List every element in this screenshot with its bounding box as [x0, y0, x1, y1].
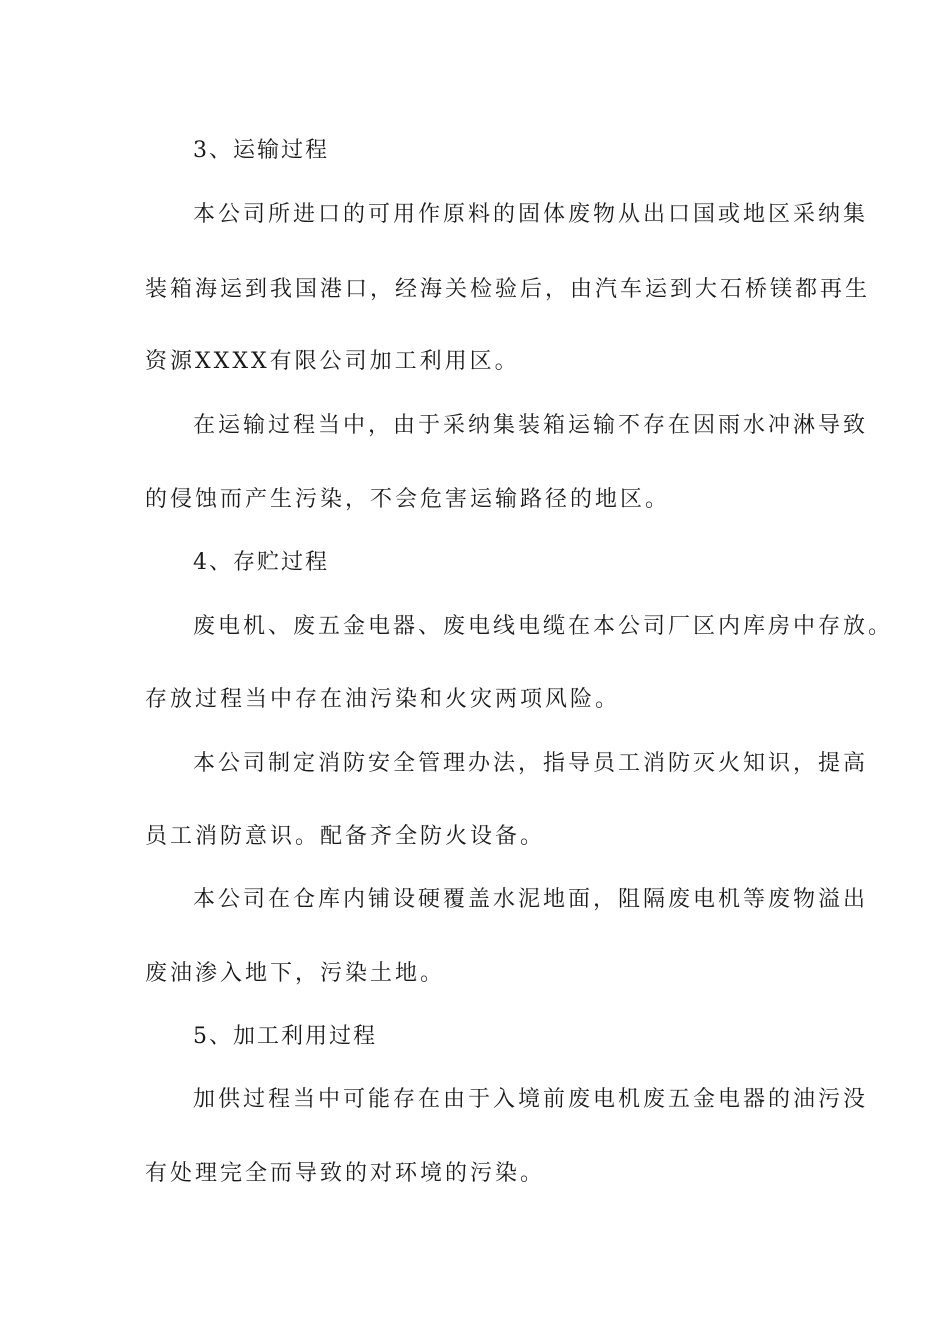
paragraph-line: 本公司制定消防安全管理办法，指导员工消防灭火知识，提高: [193, 751, 869, 776]
paragraph-line: 废电机、废五金电器、废电线电缆在本公司厂区内库房中存放。: [193, 614, 894, 639]
paragraph-line: 员工消防意识。配备齐全防火设备。: [145, 824, 546, 849]
paragraph-line: 的侵蚀而产生污染，不会危害运输路径的地区。: [145, 487, 671, 512]
paragraph-line: 资源XXXX有限公司加工利用区。: [145, 349, 520, 374]
paragraph-line: 存放过程当中存在油污染和火灾两项风险。: [145, 687, 621, 712]
paragraph-line: 装箱海运到我国港口，经海关检验后，由汽车运到大石桥镁都再生: [145, 277, 871, 302]
paragraph-line: 有处理完全而导致的对环境的污染。: [145, 1161, 546, 1186]
paragraph-line: 本公司所进口的可用作原料的固体废物从出口国或地区采纳集: [193, 202, 869, 227]
section-heading-processing: 5、加工利用过程: [193, 1024, 377, 1049]
paragraph-line: 加供过程当中可能存在由于入境前废电机废五金电器的油污没: [193, 1087, 869, 1112]
paragraph-line: 本公司在仓库内铺设硬覆盖水泥地面，阻隔废电机等废物溢出: [193, 887, 869, 912]
paragraph-line: 在运输过程当中，由于采纳集装箱运输不存在因雨水冲淋导致: [193, 413, 869, 438]
paragraph-line: 废油渗入地下，污染土地。: [145, 961, 446, 986]
section-heading-transport: 3、运输过程: [193, 138, 329, 163]
section-heading-storage: 4、存贮过程: [193, 550, 329, 575]
